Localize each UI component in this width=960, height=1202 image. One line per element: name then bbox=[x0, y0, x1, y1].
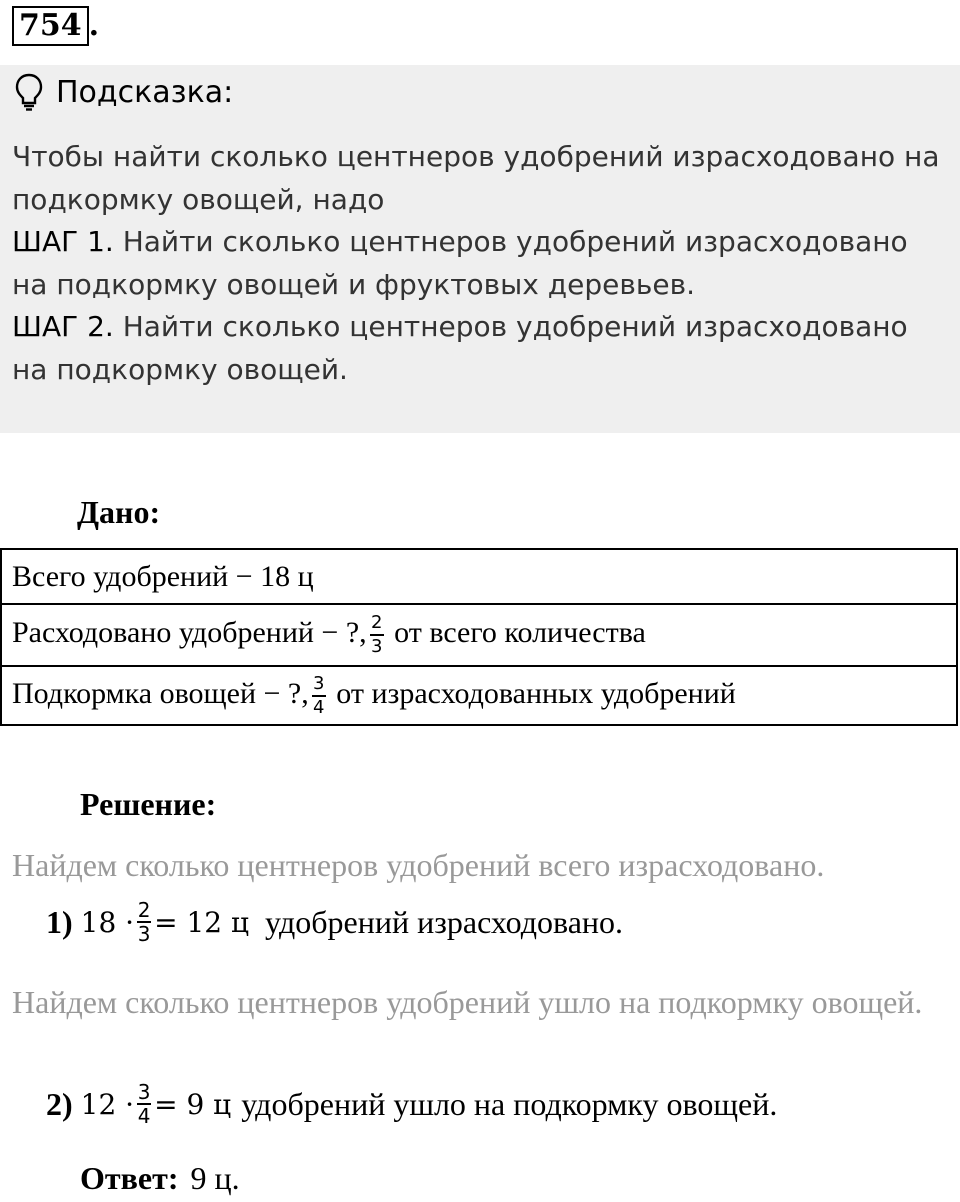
hint-step-2 bbox=[12, 306, 952, 391]
fraction-denominator: 3 bbox=[370, 636, 383, 657]
given-row-spent-text: Расходовано удобрений − ?, bbox=[12, 615, 367, 649]
fraction-denominator: 4 bbox=[137, 1104, 151, 1128]
hint-step-1-label: ШАГ 1. bbox=[12, 225, 114, 258]
problem-number-box: 754 bbox=[12, 6, 89, 46]
solution-step-2 bbox=[46, 1082, 777, 1126]
given-row-spent-suffix: от всего количества bbox=[386, 615, 646, 649]
step-lhs: 18 · bbox=[80, 905, 135, 939]
given-row bbox=[1, 666, 957, 725]
hint-step-1 bbox=[12, 221, 952, 306]
fraction-numerator: 3 bbox=[137, 1080, 151, 1104]
answer-value: 9 ц. bbox=[190, 1160, 240, 1196]
given-row-total: Всего удобрений − 18 ц bbox=[1, 549, 957, 604]
given-row bbox=[1, 604, 957, 666]
fraction-numerator: 2 bbox=[137, 898, 151, 922]
given-title: Дано: bbox=[77, 494, 161, 530]
hint-intro: Чтобы найти сколько центнеров удобрений израсходовано на подкормку овощей, надо bbox=[12, 140, 940, 216]
step-rhs: = 12 ц bbox=[154, 905, 249, 939]
given-row-spent bbox=[1, 604, 957, 666]
fraction bbox=[312, 674, 326, 718]
fraction bbox=[137, 1082, 151, 1126]
hint-header bbox=[14, 72, 233, 112]
step-number: 2) bbox=[46, 1085, 73, 1122]
step-rhs: = 9 ц bbox=[154, 1087, 232, 1121]
answer bbox=[80, 1160, 240, 1197]
answer-label: Ответ: bbox=[80, 1160, 179, 1196]
hint-body bbox=[12, 136, 952, 391]
fraction-denominator: 3 bbox=[137, 922, 151, 946]
step-text: удобрений ушло на подкормку овощей. bbox=[241, 1085, 778, 1122]
fraction bbox=[370, 613, 384, 657]
hint-title: Подсказка: bbox=[56, 74, 234, 110]
fraction-numerator: 2 bbox=[370, 612, 383, 633]
given-table bbox=[0, 548, 958, 726]
solution-text-2: Найдем сколько центнеров удобрений ушло на подкормку овощей. bbox=[12, 984, 923, 1020]
solution-step-1 bbox=[46, 900, 623, 944]
given-row-vegetables-text: Подкормка овощей − ?, bbox=[12, 676, 309, 710]
problem-number-dot: . bbox=[88, 8, 100, 43]
step-number: 1) bbox=[46, 903, 73, 940]
given-row-vegetables-suffix: от израсходованных удобрений bbox=[328, 676, 736, 710]
hint-step-2-text: Найти сколько центнеров удобрений израсходовано на подкормку овощей. bbox=[12, 310, 908, 386]
solution-title: Решение: bbox=[80, 786, 217, 822]
fraction bbox=[137, 900, 151, 944]
lightbulb-icon bbox=[14, 72, 44, 112]
fraction-denominator: 4 bbox=[313, 696, 325, 718]
fraction-numerator: 3 bbox=[313, 672, 325, 694]
given-row bbox=[1, 549, 957, 604]
problem-number bbox=[12, 6, 99, 46]
solution-text-1: Найдем сколько центнеров удобрений всего израсходовано. bbox=[12, 847, 825, 883]
step-lhs: 12 · bbox=[80, 1087, 135, 1121]
step-text: удобрений израсходовано. bbox=[265, 903, 624, 940]
given-row-vegetables bbox=[1, 666, 957, 725]
hint-step-1-text: Найти сколько центнеров удобрений израсходовано на подкормку овощей и фруктовых деревьев. bbox=[12, 225, 908, 301]
hint-step-2-label: ШАГ 2. bbox=[12, 310, 114, 343]
